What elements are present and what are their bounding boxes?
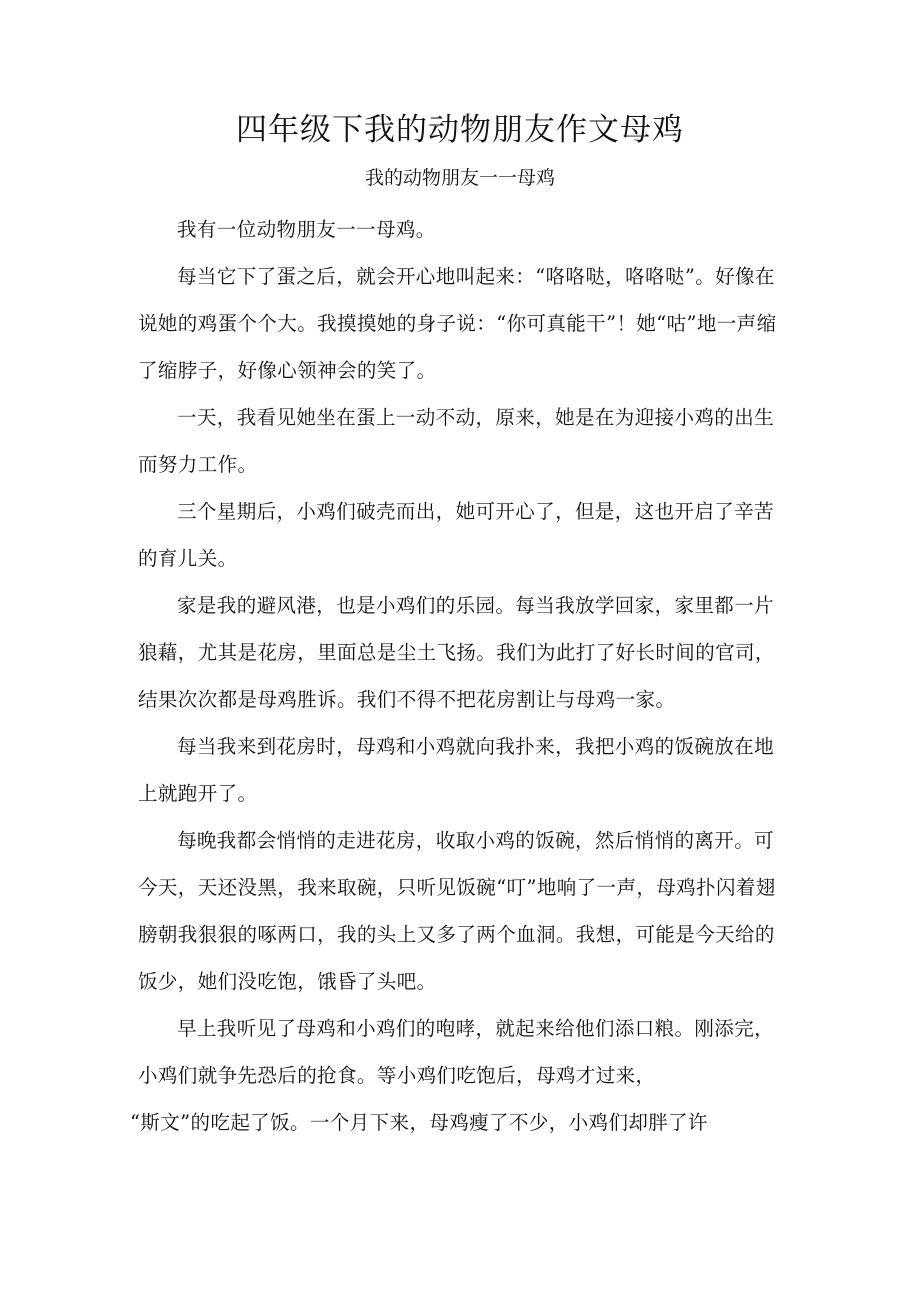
paragraph: 每晚我都会悄悄的走进花房，收取小鸡的饭碗，然后悄悄的离开。可今天，天还没黑，我来取碗，只听见饭碗“叮”地响了一声，母鸡扑闪着翅膀朝我狠狠的啄两口，我的头上又多了两个血洞。我想，可能是今天给的饭少，她们没吃饱，饿昏了头吧。 [138,829,776,993]
paragraph: 早上我听见了母鸡和小鸡们的咆哮，就起来给他们添口粮。刚添完，小鸡们就争先恐后的抢食。等小鸡们吃饱后，母鸡才过来， [138,1017,775,1087]
paragraph: 一天，我看见她坐在蛋上一动不动，原来，她是在为迎接小鸡的出生而努力工作。 [138,406,775,476]
paragraph: 三个星期后，小鸡们破壳而出，她可开心了，但是，这也开启了辛苦的育儿关。 [138,500,775,570]
paragraph: 每当我来到花房时，母鸡和小鸡就向我扑来，我把小鸡的饭碗放在地上就跑开了。 [138,735,775,805]
paragraph: 每当它下了蛋之后，就会开心地叫起来：“咯咯哒，咯咯哒”。好像在说她的鸡蛋个个大。我摸摸她的身子说：“你可真能干”！她“咕”地一声缩了缩脖子，好像心领神会的笑了。 [138,265,777,382]
paragraph: 我有一位动物朋友一一母鸡。 [177,218,436,241]
document-body [130,206,780,1146]
document-subtitle: 我的动物朋友一一母鸡 [364,167,555,189]
paragraph-continuation: “斯文”的吃起了饭。一个月下来，母鸡瘦了不少，小鸡们却胖了许 [130,1111,708,1134]
paragraph: 家是我的避风港，也是小鸡们的乐园。每当我放学回家，家里都一片狼藉，尤其是花房，里面总是尘土飞扬。我们为此打了好长时间的官司，结果次次都是母鸡胜诉。我们不得不把花房割让与母鸡一家。 [138,594,775,711]
document-title: 四年级下我的动物朋友作文母鸡 [236,112,684,148]
